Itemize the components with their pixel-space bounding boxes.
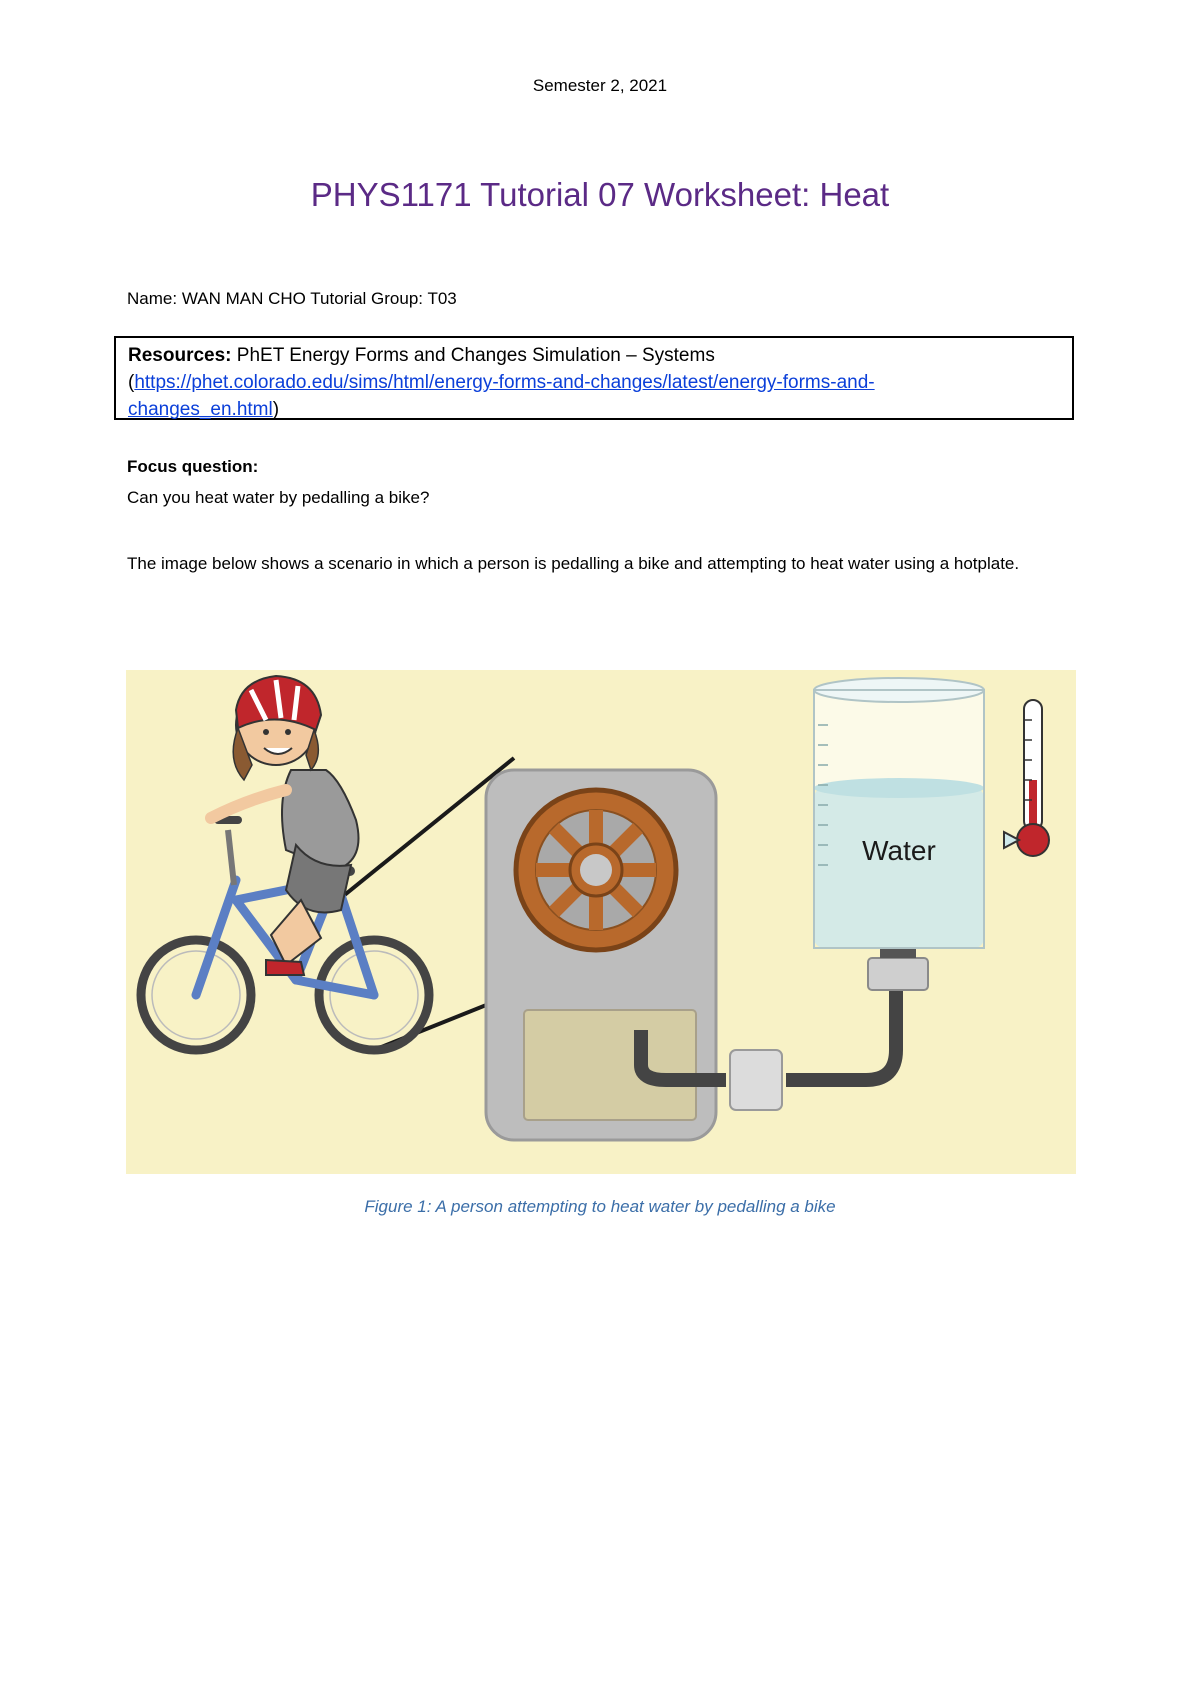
hotplate [868,958,928,990]
resources-link-line2[interactable]: changes_en.html [128,399,273,420]
name-value: WAN MAN CHO [181,289,306,308]
name-label: Name: [127,289,178,308]
water-beaker [814,678,984,948]
page-title: PHYS1171 Tutorial 07 Worksheet: Heat [310,176,890,213]
resources-box [114,336,1074,420]
resources-text: PhET Energy Forms and Changes Simulation – Systems [236,345,715,366]
student-info-line [127,289,457,309]
resources-link-line1[interactable]: https://phet.colorado.edu/sims/html/energy-forms-and-changes/latest/energy-forms-and- [134,372,875,393]
figure-caption: Figure 1: A person attempting to heat water by pedalling a bike [364,1197,836,1216]
resources-link[interactable] [128,372,875,420]
page-header: Semester 2, 2021 [532,76,668,95]
water-label: Water [862,835,936,866]
group-label: Tutorial Group: [310,289,424,308]
group-value: T03 [427,289,457,308]
resources-label: Resources: [128,345,232,366]
resources-open-paren: ( [128,372,135,393]
resources-close-paren: ) [272,399,280,420]
focus-question-label: Focus question: [127,457,259,476]
focus-question-text: Can you heat water by pedalling a bike? [127,488,430,507]
bike-generator-figure [126,670,1076,1174]
scenario-paragraph: The image below shows a scenario in which a person is pedalling a bike and attempting to heat water using a hotplate. [127,554,1020,573]
connector [730,1050,782,1110]
